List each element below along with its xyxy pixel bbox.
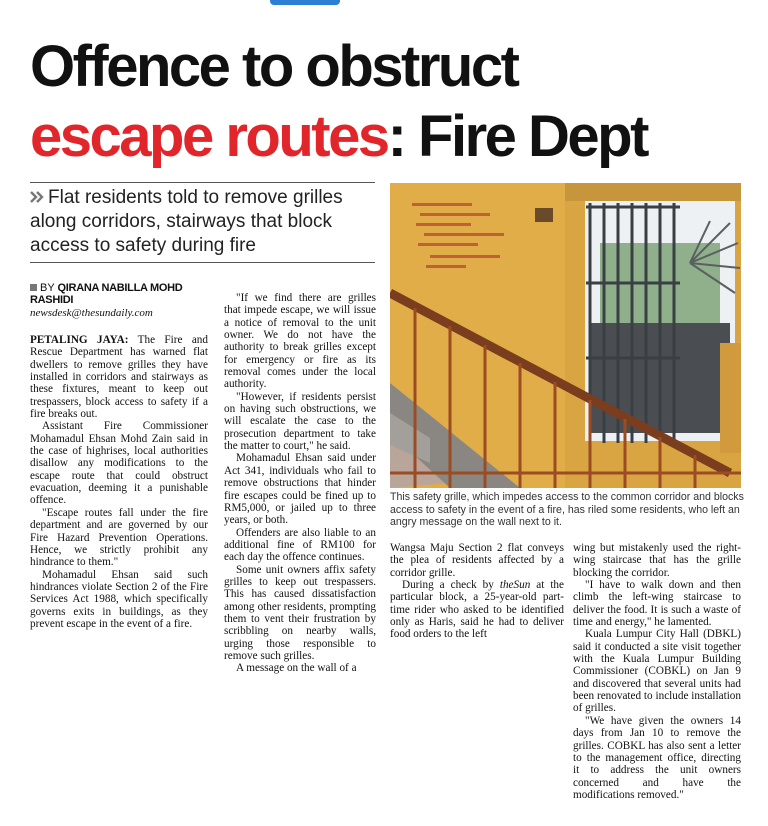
paragraph: Mohamadul Ehsan said such hindrances violate Section 2 of the Fire Services Act 1988, which specifically governs exits in buildings, as they prevent escape in the event of a fire. bbox=[30, 568, 208, 630]
paragraph: Wangsa Maju Section 2 flat conveys the plea of residents affected by a corridor grille. bbox=[390, 542, 564, 579]
deck-subheadline bbox=[30, 186, 375, 258]
page-top-tab bbox=[270, 0, 340, 5]
article-column-3 bbox=[390, 542, 564, 641]
paragraph: Assistant Fire Commissioner Mohamadul Ehsan Mohd Zain said in the case of highrises, local authorities disallow any modifications to the escape route that could obstruct evacuation, deeming it a punishable offence. bbox=[30, 420, 208, 507]
paragraph: Some unit owners affix safety grilles to keep out trespassers. This has caused dissatisfaction among other residents, prompting them to vent their frustration by scribbling on nearby walls, urging those responsible to remove such grilles. bbox=[224, 563, 376, 662]
paragraph: "I have to walk down and then climb the left-wing staircase to deliver the food. It is such a waste of time and energy," he lamented. bbox=[573, 579, 741, 629]
article-column-1 bbox=[30, 334, 208, 630]
paragraph: "Escape routes fall under the fire department and are governed by our Fire Hazard Prevention Operations. Hence, we strictly prohibit any hindrance to them." bbox=[30, 506, 208, 569]
deck-text: Flat residents told to remove grilles along corridors, stairways that block access to safety during fire bbox=[30, 187, 343, 256]
byline-name-2: RASHIDI bbox=[30, 294, 74, 306]
paragraph bbox=[30, 334, 208, 420]
paragraph: Offenders are also liable to an additional fine of RM100 for each day the offence continues. bbox=[224, 526, 376, 564]
byline-prefix: BY bbox=[40, 282, 55, 294]
headline-line-1: Offence to obstruct bbox=[30, 34, 518, 99]
headline-colon: : bbox=[387, 104, 405, 169]
byline-square-icon bbox=[30, 284, 37, 291]
article-column-2 bbox=[224, 292, 376, 675]
paragraph: "However, if residents persist on having such obstructions, we will escalate the case to the prosecution department to take the matter to court," he said. bbox=[224, 390, 376, 453]
deck-top-rule bbox=[30, 182, 375, 183]
deck-bottom-rule bbox=[30, 262, 375, 263]
paragraph: wing but mistakenly used the right-wing staircase that has the grille blocking the corridor. bbox=[573, 542, 741, 579]
double-chevron-icon bbox=[30, 190, 44, 204]
headline-black-part: Fire Dept bbox=[404, 104, 647, 169]
headline-line-2 bbox=[30, 104, 647, 169]
paragraph: "If we find there are grilles that impede escape, we will issue a notice of removal to the unit owner. We do not have the authority to break grilles except for emergency or fire as its removal comes under the local authority. bbox=[224, 292, 376, 391]
paragraph: A message on the wall of a bbox=[236, 662, 357, 675]
photo-caption: This safety grille, which impedes access to the common corridor and blocks access to safety in the event of a fire, has riled some residents, who left an angry message on the wall next to it. bbox=[390, 491, 744, 528]
article-column-4 bbox=[573, 542, 741, 801]
headline-red-part: escape routes bbox=[30, 104, 388, 169]
paragraph-text: The Fire and Rescue Department has warned flat dwellers to remove grilles they have installed in corridors and stairways as these fixtures, meant to keep out trespassers, block access to safety if a fire breaks out. bbox=[30, 334, 208, 421]
paragraph bbox=[390, 579, 564, 641]
byline-name-1: QIRANA NABILLA MOHD bbox=[57, 282, 183, 294]
paragraph: Mohamadul Ehsan said under Act 341, individuals who fail to remove obstructions that hinder fire escapes could be fined up to RM5,000, or jailed up to three years, or both. bbox=[224, 452, 376, 527]
byline-email: newsdesk@thesundaily.com bbox=[30, 307, 153, 319]
paragraph: "We have given the owners 14 days from Jan 10 to remove the grilles. COBKL has also sent a letter to the management office, directing it to address the unit owners concerned and have the modifications removed." bbox=[573, 714, 741, 801]
publication-name: theSun bbox=[499, 579, 531, 592]
paragraph-text: at the particular block, a 25-year-old part-time rider who asked to be identified only as Haris, said he had to deliver food orders to the left bbox=[390, 579, 564, 641]
news-photo bbox=[390, 183, 741, 488]
paragraph: Kuala Lumpur City Hall (DBKL) said it conducted a site visit together with the Kuala Lumpur Building Commissioner (COBKL) on Jan 9 and discovered that several units had been renovated to include installation of grilles. bbox=[573, 628, 741, 715]
paragraph-text: During a check by bbox=[402, 579, 500, 592]
dateline: PETALING JAYA: bbox=[30, 334, 129, 346]
byline bbox=[30, 282, 205, 306]
photo-stairwell-grille bbox=[390, 183, 741, 488]
